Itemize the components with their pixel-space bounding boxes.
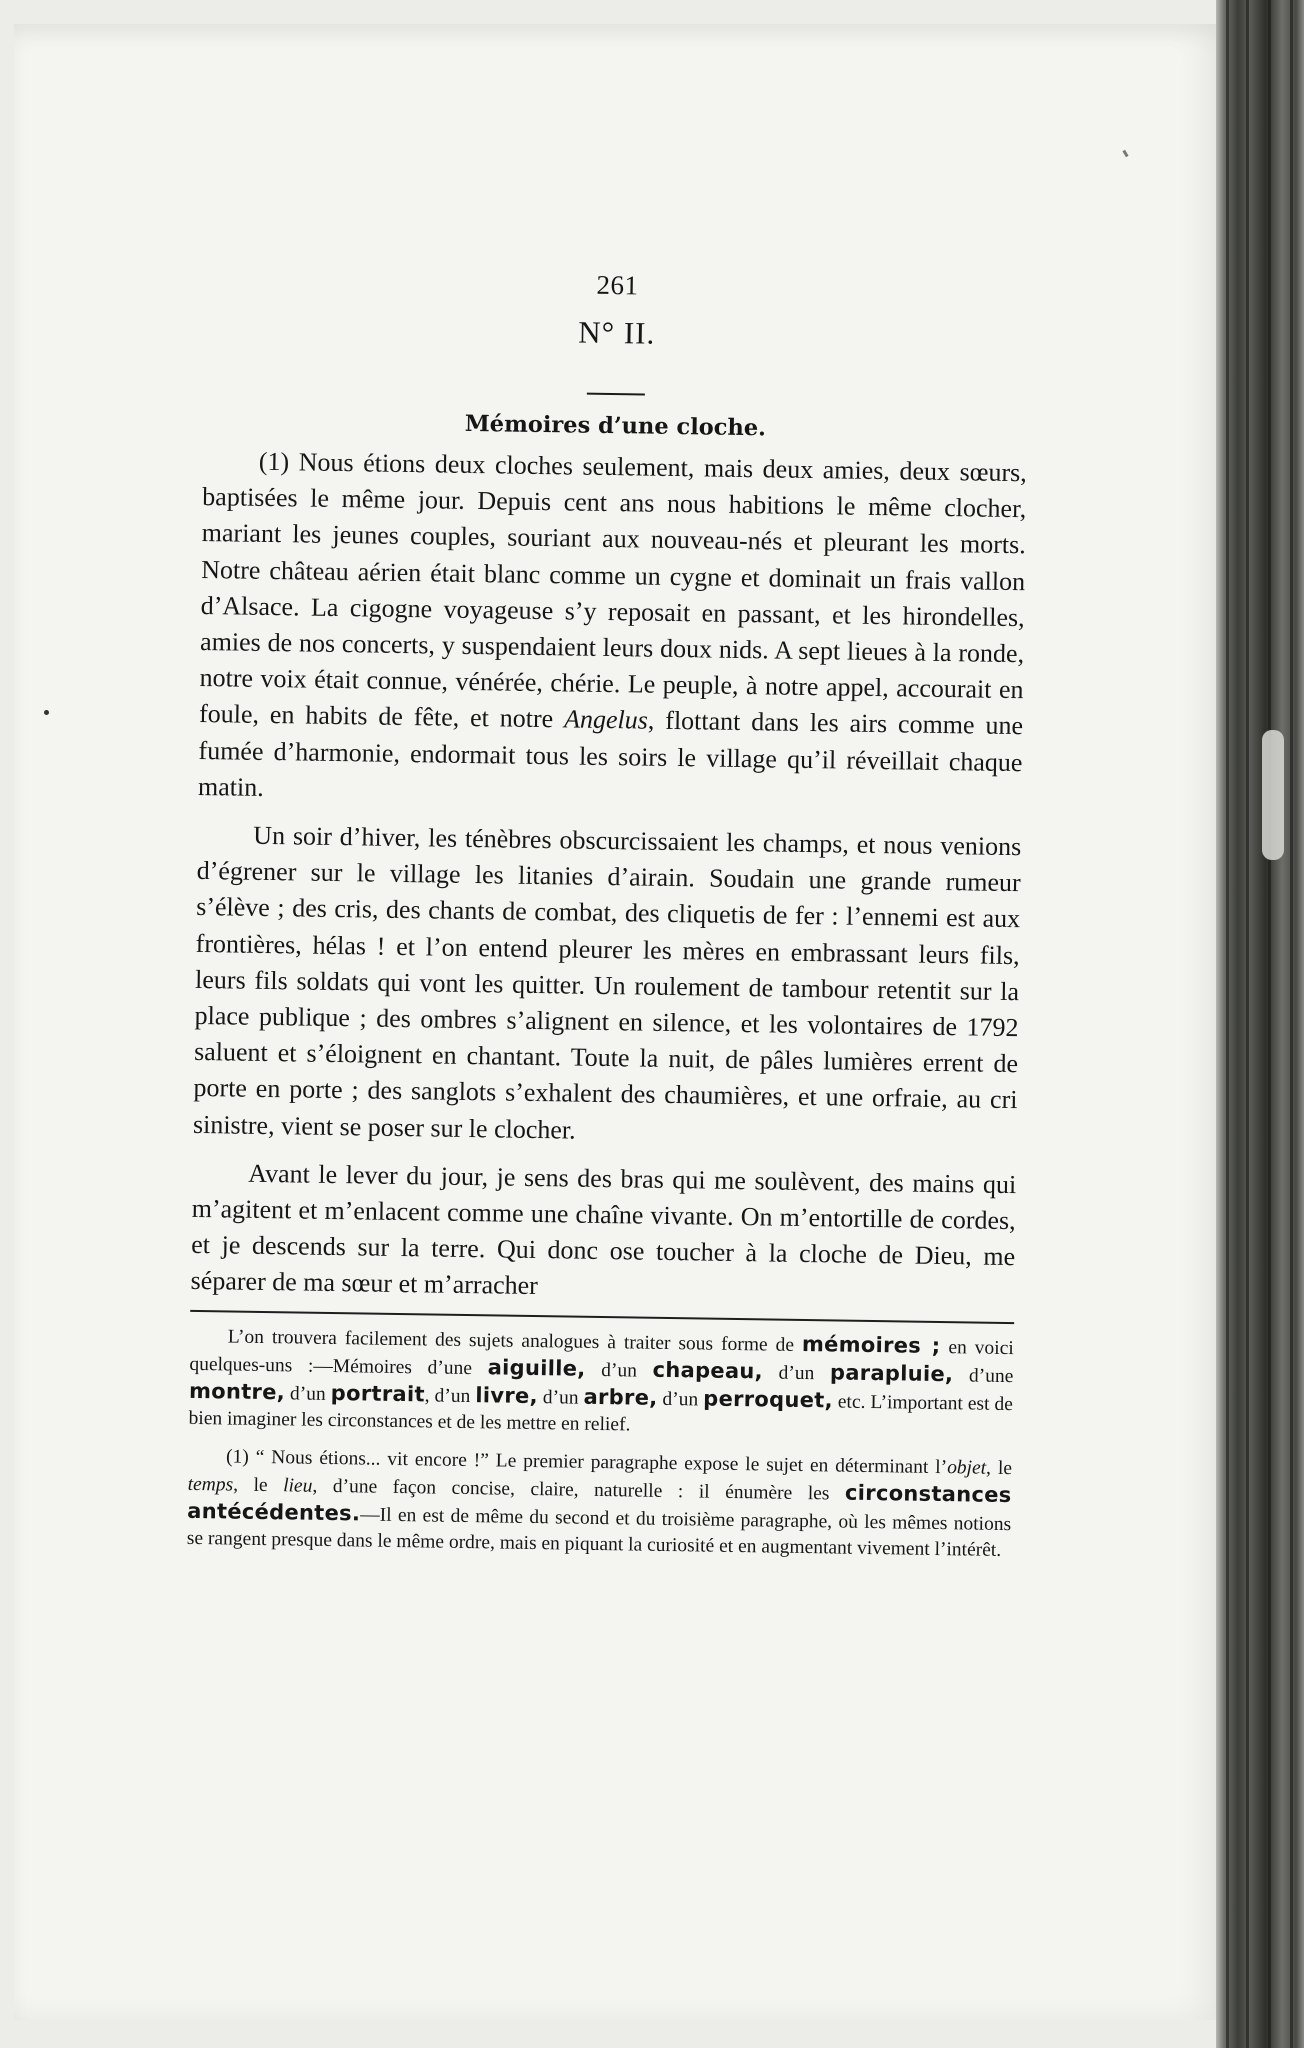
note-1-text: d’une [953, 1364, 1014, 1387]
keyword-aiguille: aiguille, [487, 1354, 586, 1381]
note-1-text: d’un [762, 1362, 831, 1385]
note-1-text: , d’un [424, 1385, 476, 1407]
title-rule [587, 393, 645, 396]
keyword-arbre: arbre, [583, 1384, 658, 1410]
keyword-circonstances: circonstances antécédentes. [187, 1480, 1012, 1526]
italic-lieu: lieu [283, 1474, 313, 1497]
note-1 [188, 1322, 1014, 1444]
paragraph-1-text-b: , flottant dans les airs comme une fumée d’harmonie, endormait tous les soirs le village qu’il réveillait chaque matin. [197, 706, 1024, 802]
paragraph-1-text-a: (1) Nous étions deux cloches seulement, mais deux amies, deux sœurs, baptisées le même jour. Depuis cent ans nous habitions le même clocher, mariant les jeunes couples, souriant aux nouveau-nés et pleurant les morts. Notre château aérien était blanc comme un cygne et dominait un frais vallon d’Alsace. La cigogne voyageuse s’y reposait en passant, et les hirondelles, amies de nos concerts, y suspendaient leurs doux nids. A sept lieues à la ronde, notre voix était connue, vénérée, chérie. Le peuple, à notre appel, accourait en foule, en habits de fête, et notre [198, 446, 1027, 734]
keyword-montre: montre, [188, 1378, 286, 1404]
note-1-text: en voici quelques-uns :—Mémoires d’une [189, 1336, 1014, 1379]
keyword-perroquet: perroquet, [703, 1386, 834, 1413]
note-2-text: (1) “ Nous étions... vit encore !” Le premier paragraphe expose le sujet en déterminant l’ [225, 1446, 948, 1478]
chapter-title: Mémoires d’une cloche. [464, 410, 767, 442]
footnotes [187, 1322, 1014, 1564]
spine-line [1246, 0, 1249, 2048]
note-2-text: —Il en est de même du second et du troisième paragraphe, où les mêmes notions se rangent presque dans le même ordre, mais en piquant la curiosité et en augmentant vivement l’intérêt. [186, 1504, 1012, 1561]
spine-line [1226, 0, 1229, 2048]
note-1-text: d’un [284, 1382, 331, 1405]
note-2 [187, 1444, 1013, 1564]
italic-temps: temps [187, 1473, 234, 1496]
spine-highlight [1262, 730, 1284, 860]
page-content [187, 248, 1030, 1564]
note-2-text: , le [985, 1457, 1013, 1479]
keyword-parapluie: parapluie, [829, 1360, 954, 1386]
note-2-text: , d’une façon concise, claire, naturelle : il énumère les [312, 1475, 846, 1505]
section-number: N° II. [578, 314, 656, 351]
keyword-memoires: mémoires ; [801, 1331, 941, 1358]
ink-speck [44, 710, 49, 715]
spine-line [1290, 0, 1293, 2048]
paragraph-2: Un soir d’hiver, les ténèbres obscurcissaient les champs, et nous venions d’égrener sur le village les litanies d’airain. Soudain une grande rumeur s’élève ; des cris, des chants de combat, des cliquetis de fer : l’ennemi est aux frontières, hélas ! et l’on entend pleurer les mères en embrassant leurs fils, leurs fils soldats qui vont les quitter. Un roulement de tambour retentit sur la place publique ; des ombres s’alignent en silence, et les volontaires de 1792 saluent et s’éloignent en chantant. Toute la nuit, de pâles lumières errent de porte en porte ; des sanglots s’exhalent des chaumières, et une orfraie, au cri sinistre, vient se poser sur le clocher. [192, 820, 1022, 1145]
angelus-italic: Angelus [563, 704, 649, 736]
note-2-text: , le [233, 1474, 284, 1496]
italic-objet: objet [946, 1456, 987, 1479]
note-1-text: d’un [537, 1386, 584, 1409]
paragraph-3: Avant le lever du jour, je sens des bras qui me soulèvent, des mains qui m’agitent et m’enlacent comme une chaîne vivante. On m’entortille de cordes, et je descends sur la terre. Qui donc ose toucher à la cloche de Dieu, me séparer de ma sœur et m’arracher [190, 1158, 1017, 1301]
keyword-portrait: portrait [330, 1380, 425, 1407]
note-1-text: etc. L’important est de bien imaginer les circonstances et de les mettre en relief. [188, 1391, 1014, 1436]
keyword-chapeau: chapeau, [652, 1357, 764, 1384]
keyword-livre: livre, [475, 1382, 539, 1408]
note-1-text: d’un [585, 1359, 653, 1382]
body-text [190, 443, 1027, 1312]
note-1-text: d’un [657, 1388, 704, 1411]
footnote-separator [190, 1310, 1014, 1324]
note-1-text: L’on trouvera facilement des sujets analogues à traiter sous forme de [227, 1326, 803, 1356]
spine-line [1268, 0, 1271, 2048]
page-number: 261 [596, 269, 639, 301]
book-spine-edge [1216, 0, 1304, 2048]
paragraph-1 [198, 443, 1027, 817]
